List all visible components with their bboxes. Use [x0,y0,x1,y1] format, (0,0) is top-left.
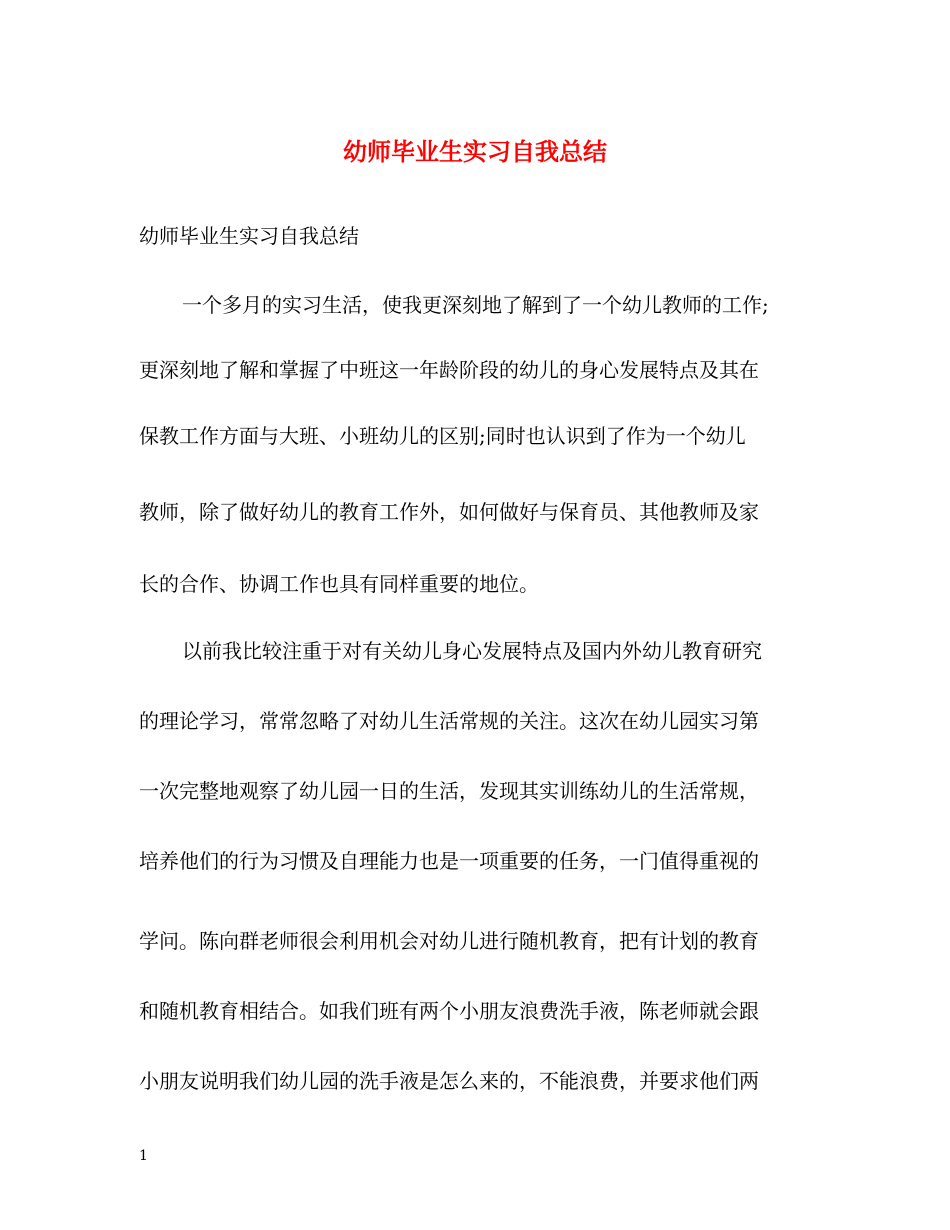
document-subtitle: 幼师毕业生实习自我总结 [139,224,359,248]
body-line-6: 以前我比较注重于对有关幼儿身心发展特点及国内外幼儿教育研究 [182,639,762,663]
body-line-1: 一个多月的实习生活，使我更深刻地了解到了一个幼儿教师的工作; [182,293,769,317]
body-line-2: 更深刻地了解和掌握了中班这一年龄阶段的幼儿的身心发展特点及其在 [139,358,759,382]
body-line-7: 的理论学习，常常忽略了对幼儿生活常规的关注。这次在幼儿园实习第 [139,709,759,733]
body-line-12: 小朋友说明我们幼儿园的洗手液是怎么来的，不能浪费，并要求他们两 [139,1069,759,1093]
body-line-3: 保教工作方面与大班、小班幼儿的区别;同时也认识到了作为一个幼儿 [139,424,746,448]
body-line-9: 培养他们的行为习惯及自理能力也是一项重要的任务，一门值得重视的 [139,849,759,873]
body-line-11: 和随机教育相结合。如我们班有两个小朋友浪费洗手液，陈老师就会跟 [139,999,759,1023]
body-line-5: 长的合作、协调工作也具有同样重要的地位。 [139,572,539,596]
page-number: 1 [139,1148,148,1164]
body-line-4: 教师，除了做好幼儿的教育工作外，如何做好与保育员、其他教师及家 [139,500,759,524]
body-line-8: 一次完整地观察了幼儿园一日的生活，发现其实训练幼儿的生活常规， [139,779,759,803]
document-title: 幼师毕业生实习自我总结 [343,137,607,166]
body-line-10: 学问。陈向群老师很会利用机会对幼儿进行随机教育，把有计划的教育 [139,929,759,953]
